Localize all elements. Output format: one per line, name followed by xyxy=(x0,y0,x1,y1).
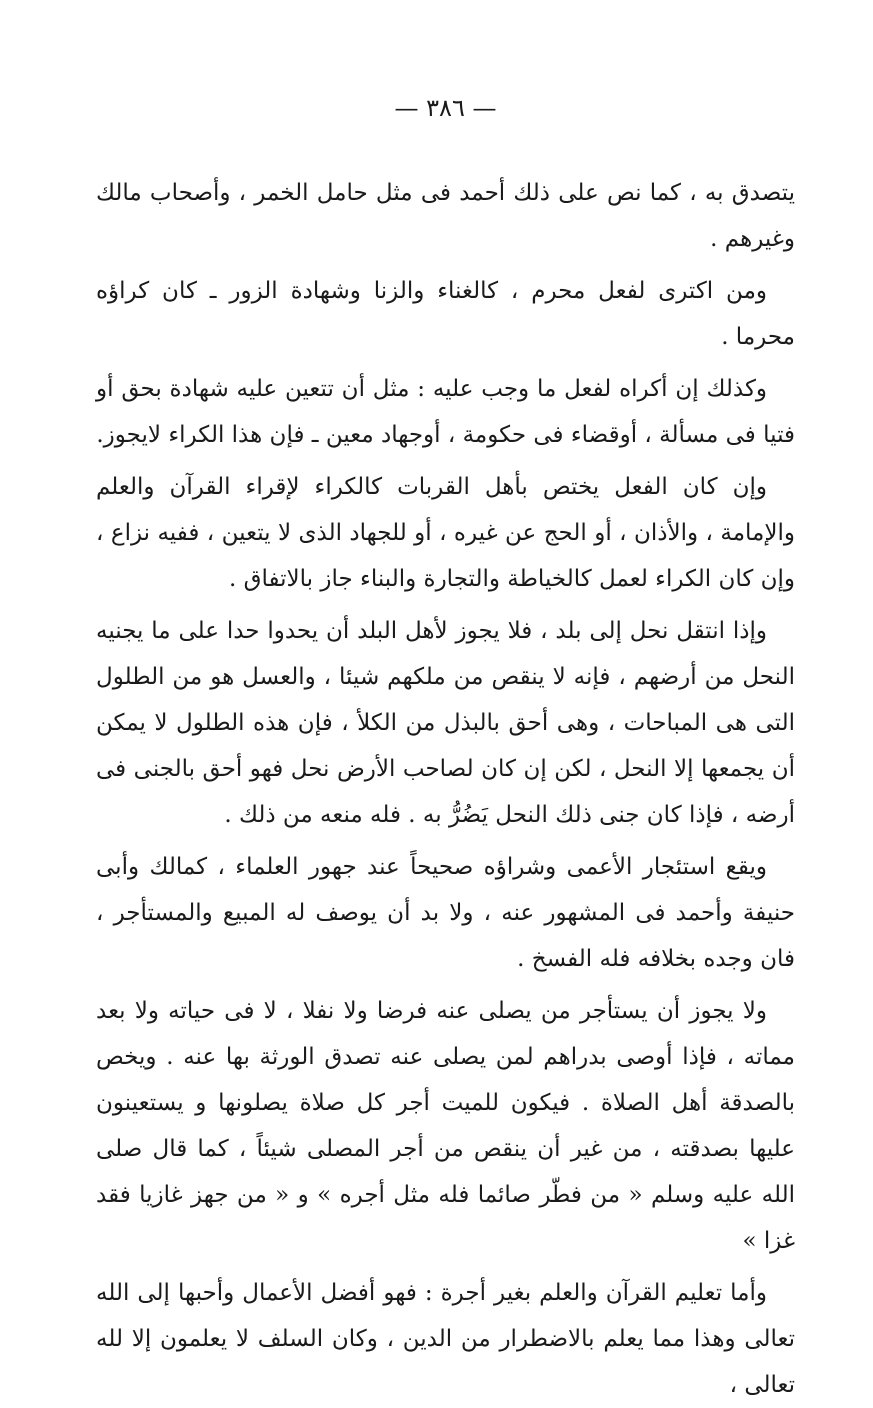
paragraph-6: ويقع استئجار الأعمى وشراؤه صحيحاً عند جهور العلماء ، كمالك وأبى حنيفة وأحمد فى المشهور عنه ، ولا بد أن يوصف له المبيع والمستأجر ، فان وجده بخلافه فله الفسخ . xyxy=(96,854,795,972)
paragraph-8: وأما تعليم القرآن والعلم بغير أجرة : فهو أفضل الأعمال وأحبها إلى الله تعالى وهذا مما يعلم بالاضطرار من الدين ، وكان السلف لا يعلمون إلا لله تعالى ، xyxy=(96,1280,795,1398)
paragraph-5: وإذا انتقل نحل إلى بلد ، فلا يجوز لأهل البلد أن يحدوا حدا على ما يجنيه النحل من أرضهم ، فإنه لا ينقص من ملكهم شيئا ، والعسل هو من الطلول التى هى المباحات ، وهى أحق بالبذل من الكلأ ، فإن هذه الطلول لا يمكن أن يجمعها إلا النحل ، لكن إن كان لصاحب الأرض نحل فهو أحق بالجنى فى أرضه ، فإذا كان جنى ذلك النحل يَضُرُّ به . فله منعه من ذلك . xyxy=(96,618,795,828)
paragraph-1: يتصدق به ، كما نص على ذلك أحمد فى مثل حامل الخمر ، وأصحاب مالك وغيرهم . xyxy=(96,180,795,252)
paragraph-4: وإن كان الفعل يختص بأهل القربات كالكراء لإقراء القرآن والعلم والإمامة ، والأذان ، أو الحج عن غيره ، أو للجهاد الذى لا يتعين ، ففيه نزاع ، وإن كان الكراء لعمل كالخياطة والتجارة والبناء جاز بالاتفاق . xyxy=(96,474,795,592)
paragraph-7: ولا يجوز أن يستأجر من يصلى عنه فرضا ولا نفلا ، لا فى حياته ولا بعد مماته ، فإذا أوصى بدراهم لمن يصلى عنه تصدق الورثة بها عنه . ويخص بالصدقة أهل الصلاة . فيكون للميت أجر كل صلاة يصلونها و يستعينون عليها بصدقته ، من غير أن ينقص من أجر المصلى شيئاً ، كما قال صلى الله عليه وسلم « من فطّر صائما فله مثل أجره » و « من جهز غازيا فقد غزا » xyxy=(96,998,795,1254)
paragraph-2: ومن اكترى لفعل محرم ، كالغناء والزنا وشهادة الزور ـ كان كراؤه محرما . xyxy=(96,278,795,350)
paragraph-3: وكذلك إن أكراه لفعل ما وجب عليه : مثل أن تتعين عليه شهادة بحق أو فتيا فى مسألة ، أوقضاء فى حكومة ، أوجهاد معين ـ فإن هذا الكراء لايجوز. xyxy=(96,376,795,448)
page-number: — ٣٨٦ — xyxy=(394,94,497,122)
